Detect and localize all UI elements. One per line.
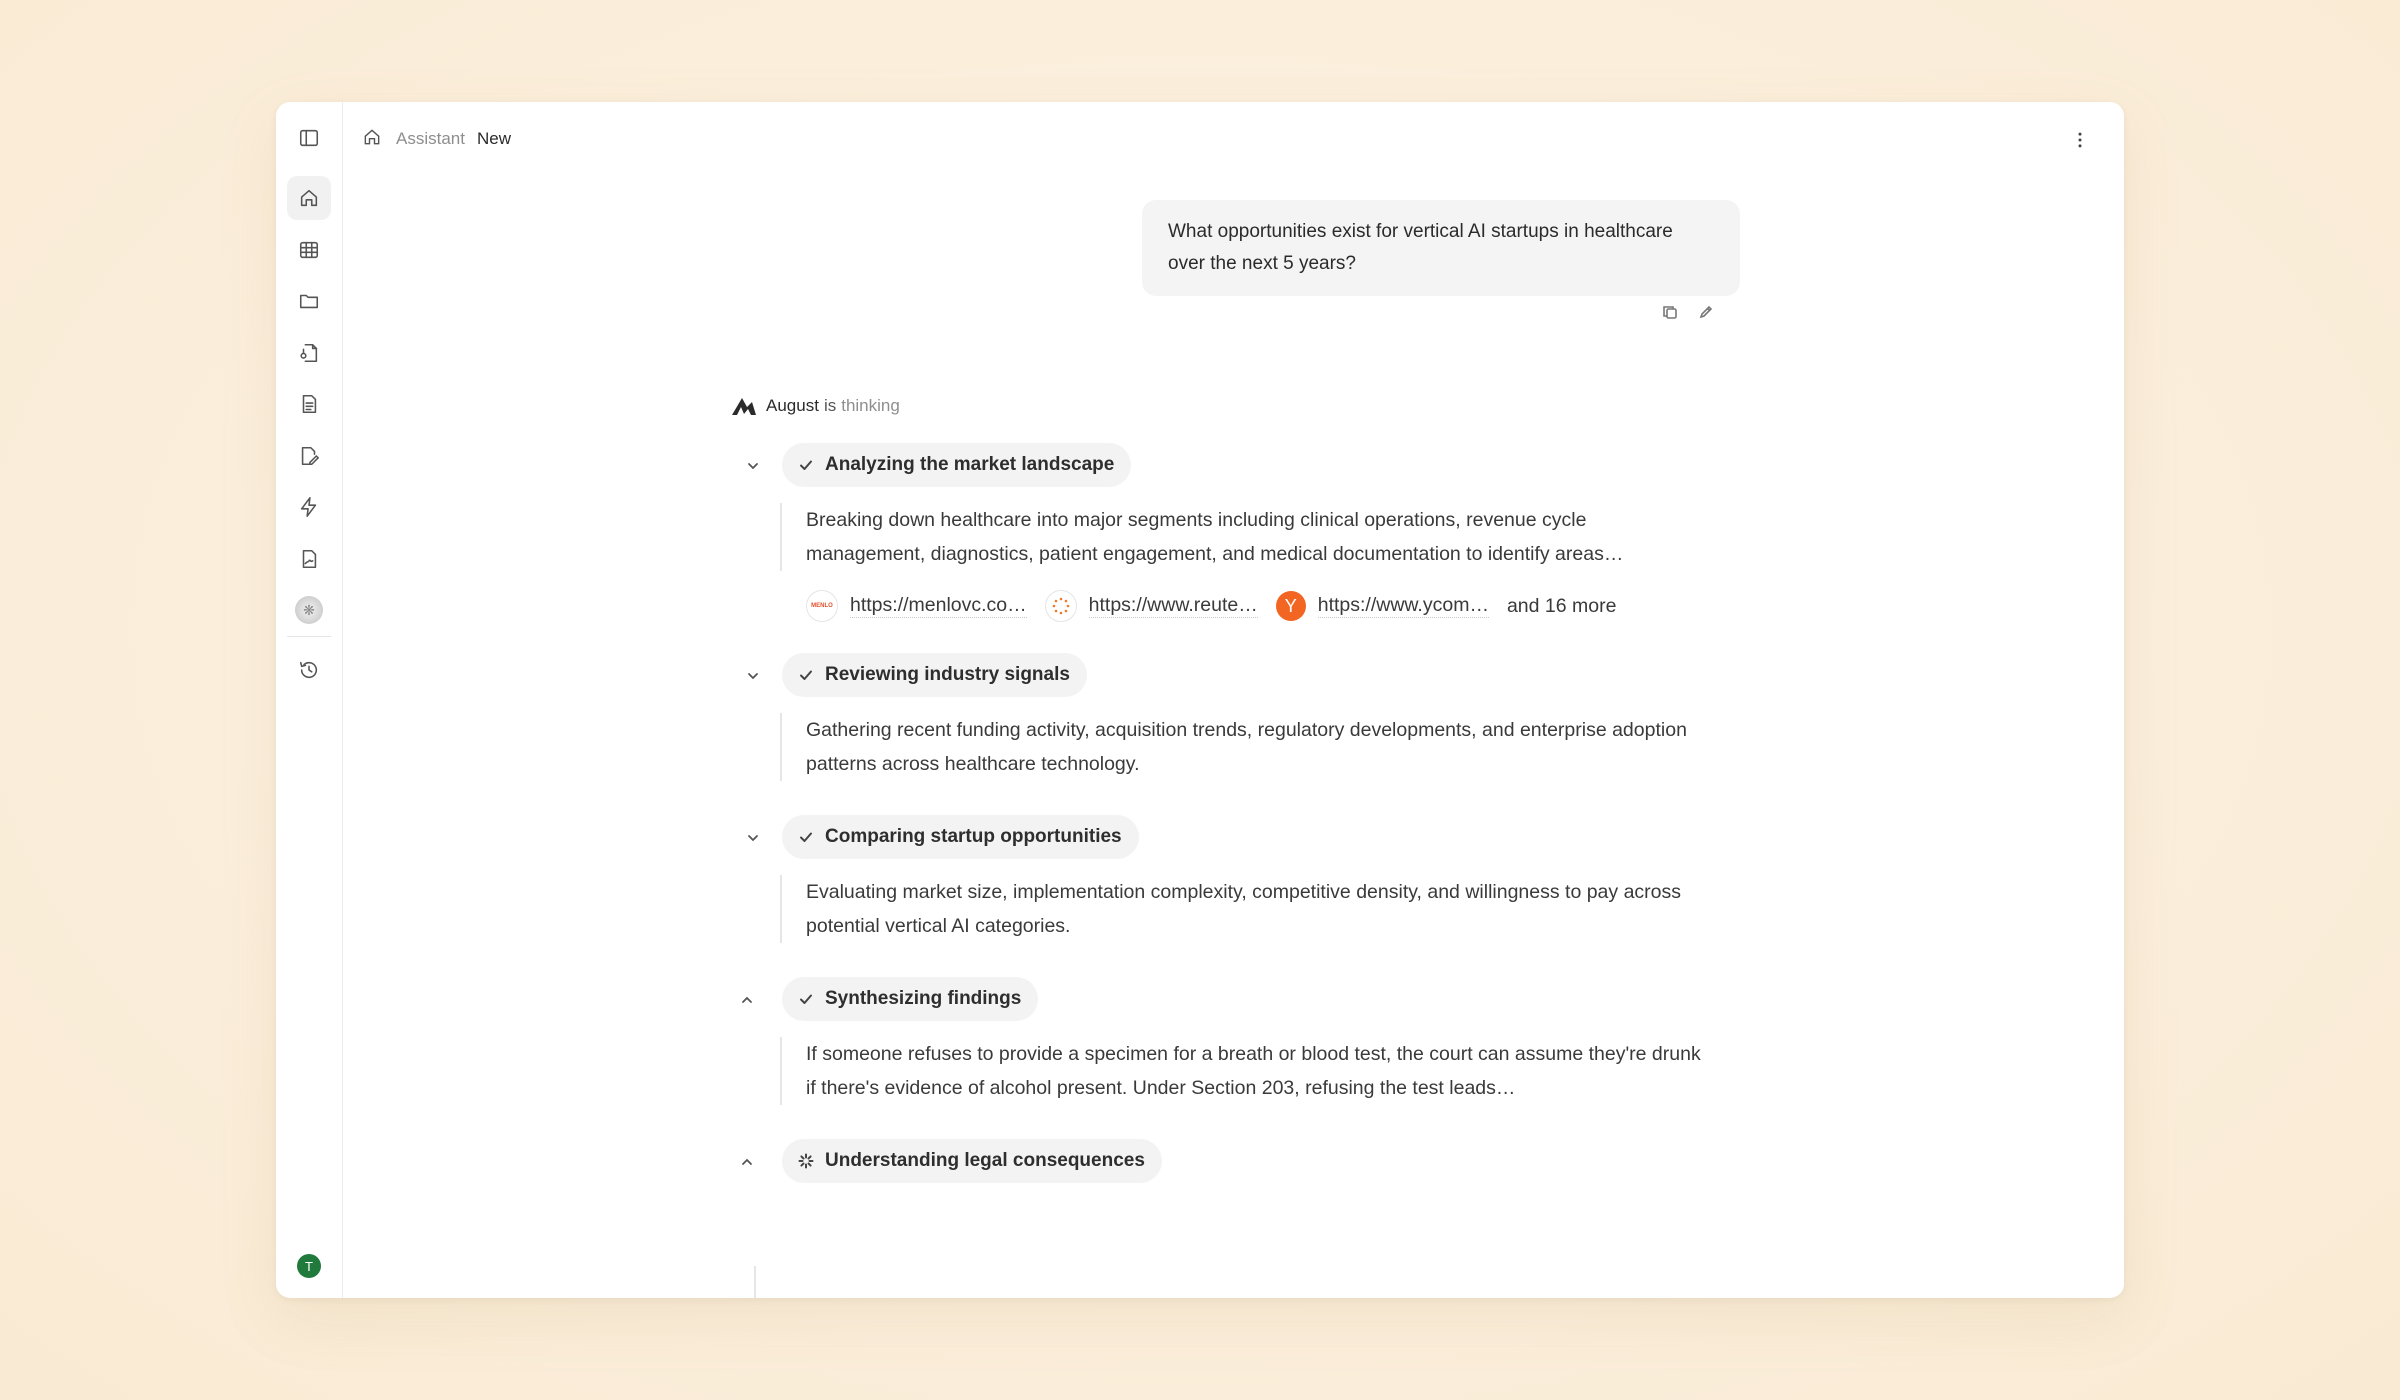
source-link[interactable]: [1045, 590, 1258, 622]
sidebar-toggle-icon: [298, 127, 320, 149]
sidebar-item-files[interactable]: [287, 279, 331, 323]
assistant-state: thinking: [841, 396, 900, 415]
step-connector-line: [754, 1266, 756, 1298]
source-url: https://www.ycom…: [1317, 594, 1489, 616]
source-url: https://menlovc.co…: [850, 594, 1027, 616]
seal-icon: ❋: [295, 596, 323, 624]
menlo-favicon: MENLO: [806, 590, 838, 622]
folder-icon: [298, 290, 320, 312]
step-description: Gathering recent funding activity, acquisition trends, regulatory developments, and enterprise adoption patterns across healthcare technology.: [780, 713, 1706, 781]
chevron-up-icon: [738, 1153, 756, 1171]
sidebar-item-editor[interactable]: [287, 434, 331, 478]
step-title: Comparing startup opportunities: [825, 826, 1122, 847]
breadcrumb-current: New: [476, 129, 511, 148]
breadcrumb-home-link[interactable]: [362, 127, 382, 152]
sidebar-item-home[interactable]: [287, 176, 331, 220]
sidebar-divider: [287, 636, 331, 637]
user-message: What opportunities exist for vertical AI startups in healthcare over the next 5 years?: [1142, 200, 1740, 296]
august-logo-icon: [730, 395, 758, 417]
document-icon: [298, 393, 320, 415]
step-title: Analyzing the market landscape: [825, 454, 1115, 475]
chevron-down-icon: [744, 829, 762, 847]
step-title: Synthesizing findings: [825, 988, 1022, 1009]
sidebar-item-signatures[interactable]: [287, 537, 331, 581]
step-description: Breaking down healthcare into major segments including clinical operations, revenue cycle management, diagnostics, patient engagement, and medical documentation to identify areas…: [780, 503, 1706, 571]
assistant-name: August: [766, 396, 819, 415]
expand-step-button[interactable]: [738, 1153, 756, 1171]
collapse-step-button[interactable]: [744, 829, 762, 847]
home-icon: [298, 187, 320, 209]
app-window: [276, 102, 2124, 1298]
step-title-pill[interactable]: [782, 977, 1038, 1021]
more-sources-link[interactable]: and 16 more: [1506, 594, 1617, 617]
assistant-connector: is: [823, 396, 837, 415]
more-vertical-icon: [2070, 130, 2090, 150]
check-icon: [798, 457, 814, 473]
user-avatar[interactable]: T: [297, 1254, 321, 1278]
reuters-favicon: [1045, 590, 1077, 622]
chevron-up-icon: [738, 991, 756, 1009]
step-description: Evaluating market size, implementation complexity, competitive density, and willingness to pay across potential vertical AI categories.: [780, 875, 1706, 943]
breadcrumb: [362, 122, 2104, 156]
check-icon: [798, 829, 814, 845]
breadcrumb-section[interactable]: Assistant: [396, 129, 465, 148]
toggle-sidebar-button[interactable]: [287, 116, 331, 160]
edit-document-icon: [298, 445, 320, 467]
copy-button[interactable]: [1662, 304, 1678, 320]
sidebar-item-seal[interactable]: [287, 588, 331, 632]
collapse-step-button[interactable]: [744, 457, 762, 475]
file-link-icon: [298, 342, 320, 364]
sidebar-item-tables[interactable]: [287, 228, 331, 272]
step-description: If someone refuses to provide a specimen for a breath or blood test, the court can assume they're drunk if there's evidence of alcohol present. Under Section 203, refusing the test leads…: [780, 1037, 1706, 1105]
sidebar-item-workflows[interactable]: [287, 485, 331, 529]
step-title: Understanding legal consequences: [825, 1150, 1145, 1171]
chevron-down-icon: [744, 667, 762, 685]
step-title-pill[interactable]: [782, 815, 1139, 859]
spinner-icon: [798, 1153, 814, 1169]
step-title: Reviewing industry signals: [825, 664, 1070, 685]
expand-step-button[interactable]: [738, 991, 756, 1009]
step-title-pill[interactable]: [782, 443, 1131, 487]
collapse-step-button[interactable]: [744, 667, 762, 685]
source-list: [806, 590, 1616, 622]
copy-icon: [1662, 304, 1678, 320]
file-signature-icon: [298, 548, 320, 570]
step-title-pill[interactable]: [782, 1139, 1162, 1183]
source-url: https://www.reute…: [1088, 594, 1258, 616]
history-icon: [298, 659, 320, 681]
more-options-button[interactable]: [2068, 128, 2092, 152]
lightning-icon: [298, 496, 320, 518]
chevron-down-icon: [744, 457, 762, 475]
check-icon: [798, 667, 814, 683]
sidebar-item-documents[interactable]: [287, 331, 331, 375]
assistant-status: [730, 395, 900, 417]
source-link[interactable]: [1276, 591, 1489, 621]
sidebar-item-notes[interactable]: [287, 382, 331, 426]
step-title-pill[interactable]: [782, 653, 1087, 697]
source-link[interactable]: [806, 590, 1027, 622]
check-icon: [798, 991, 814, 1007]
edit-message-button[interactable]: [1698, 304, 1714, 320]
yc-favicon: Y: [1276, 591, 1306, 621]
pencil-icon: [1698, 304, 1714, 320]
table-icon: [298, 239, 320, 261]
home-icon: [362, 127, 382, 147]
sidebar: [276, 102, 343, 1298]
message-actions: [1662, 304, 1714, 320]
sidebar-item-history[interactable]: [287, 648, 331, 692]
